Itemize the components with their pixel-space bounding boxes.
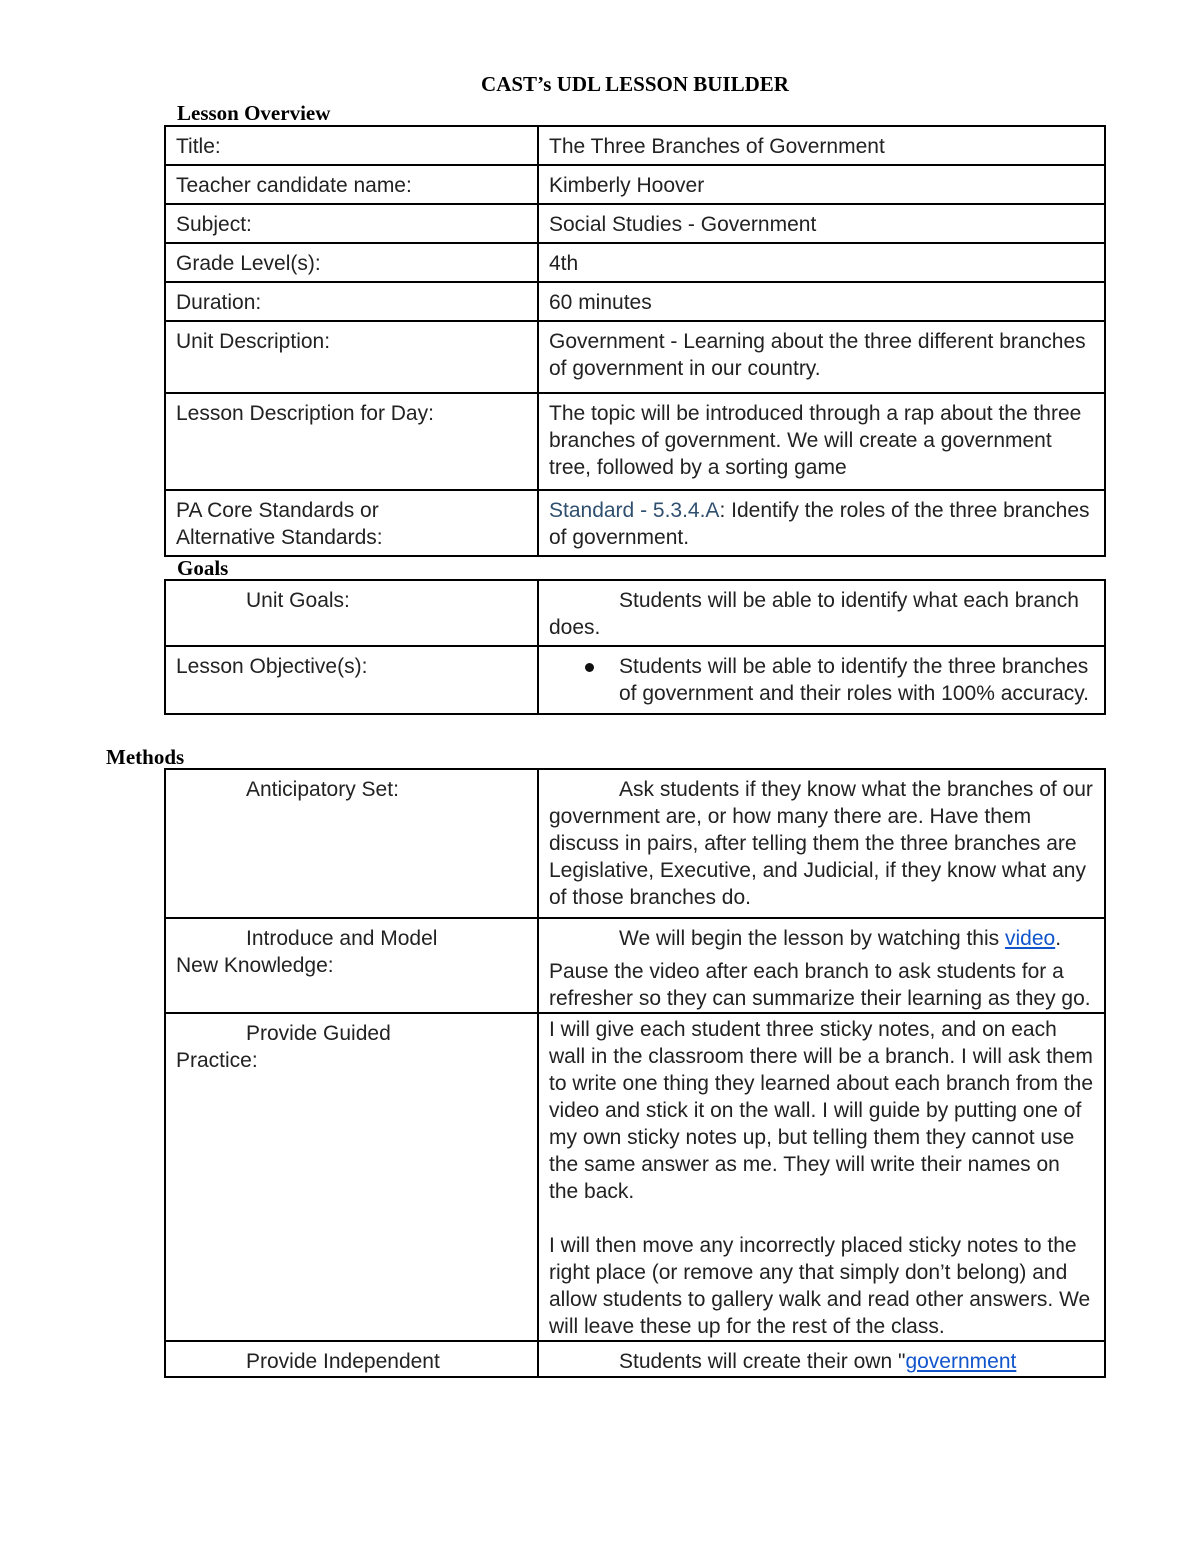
methods-table xyxy=(164,768,1106,1378)
table-row xyxy=(165,393,1105,490)
video-link[interactable]: video xyxy=(1004,927,1056,950)
duration-label: Duration: xyxy=(165,282,538,321)
objectives-list xyxy=(549,653,1094,707)
title-value: The Three Branches of Government xyxy=(538,126,1105,165)
bullet-icon xyxy=(585,663,594,672)
unit-goals-value: Students will be able to identify what each branch does. xyxy=(538,580,1105,646)
standard-text: : Identify the roles of the three branches of government. xyxy=(549,499,1090,549)
table-row xyxy=(165,490,1105,556)
unit-goals-label: Unit Goals: xyxy=(165,580,538,646)
table-row xyxy=(165,165,1105,204)
lesson-objectives-label: Lesson Objective(s): xyxy=(165,646,538,714)
table-row xyxy=(165,321,1105,393)
table-row xyxy=(165,243,1105,282)
lesson-description-value: The topic will be introduced through a rap about the three branches of government. We will create a government tree, followed by a sorting game xyxy=(538,393,1105,490)
table-row xyxy=(165,1013,1105,1341)
government-link[interactable]: government xyxy=(905,1350,1017,1373)
introduce-label: Introduce and Model New Knowledge: xyxy=(165,918,538,1013)
subject-label: Subject: xyxy=(165,204,538,243)
unit-description-value: Government - Learning about the three different branches of government in our country. xyxy=(538,321,1105,393)
standards-value xyxy=(538,490,1105,556)
lesson-overview-heading: Lesson Overview xyxy=(177,101,331,125)
standards-label-line1: PA Core Standards or xyxy=(176,499,379,522)
goals-heading: Goals xyxy=(177,556,229,580)
table-row xyxy=(165,282,1105,321)
duration-value: 60 minutes xyxy=(538,282,1105,321)
anticipatory-set-label: Anticipatory Set: xyxy=(165,769,538,918)
anticipatory-set-value: Ask students if they know what the branches of our government are, or how many there are. Have them discuss in pairs, after telling them the three branches are Legislative, Executive, and Judicial, if they know what any of those branches do. xyxy=(538,769,1105,918)
table-row xyxy=(165,918,1105,1013)
teacher-label: Teacher candidate name: xyxy=(165,165,538,204)
independent-practice-label: Provide Independent xyxy=(165,1341,538,1377)
table-row xyxy=(165,769,1105,918)
table-row xyxy=(165,1341,1105,1377)
unit-description-label: Unit Description: xyxy=(165,321,538,393)
table-row xyxy=(165,580,1105,646)
teacher-value: Kimberly Hoover xyxy=(538,165,1105,204)
document-title: CAST’s UDL LESSON BUILDER xyxy=(481,72,789,96)
independent-practice-value: Students will create their own "government xyxy=(538,1341,1105,1377)
guided-practice-value: I will give each student three sticky notes, and on each wall in the classroom there will be a branch. I will ask them to write one thing they learned about each branch from the video and stick it on the wall. I will guide by putting one of my own sticky notes up, but telling them they cannot use the same answer as me. They will write their names on the back. I will then move any incorrectly placed sticky notes to the right place (or remove any that simply don’t belong) and allow students to gallery walk and read other answers. We will leave these up for the rest of the class. xyxy=(538,1013,1105,1341)
methods-heading: Methods xyxy=(106,745,185,769)
grade-label: Grade Level(s): xyxy=(165,243,538,282)
table-row xyxy=(165,204,1105,243)
standard-link[interactable]: Standard - 5.3.4.A xyxy=(549,499,720,522)
list-item: Students will be able to identify the three branches of government and their roles with 100% accuracy. xyxy=(549,653,1094,707)
title-label: Title: xyxy=(165,126,538,165)
lesson-description-label: Lesson Description for Day: xyxy=(165,393,538,490)
goals-table xyxy=(164,579,1106,715)
subject-value: Social Studies - Government xyxy=(538,204,1105,243)
standards-label-line2: Alternative Standards: xyxy=(176,526,383,549)
lesson-objectives-value xyxy=(538,646,1105,714)
lesson-overview-table xyxy=(164,125,1106,557)
guided-practice-label: Provide Guided Practice: xyxy=(165,1013,538,1341)
table-row xyxy=(165,126,1105,165)
grade-value: 4th xyxy=(538,243,1105,282)
table-row xyxy=(165,646,1105,714)
standards-label xyxy=(165,490,538,556)
introduce-value: We will begin the lesson by watching this video. Pause the video after each branch to ask students for a refresher so they can summarize their learning as they go. xyxy=(538,918,1105,1013)
